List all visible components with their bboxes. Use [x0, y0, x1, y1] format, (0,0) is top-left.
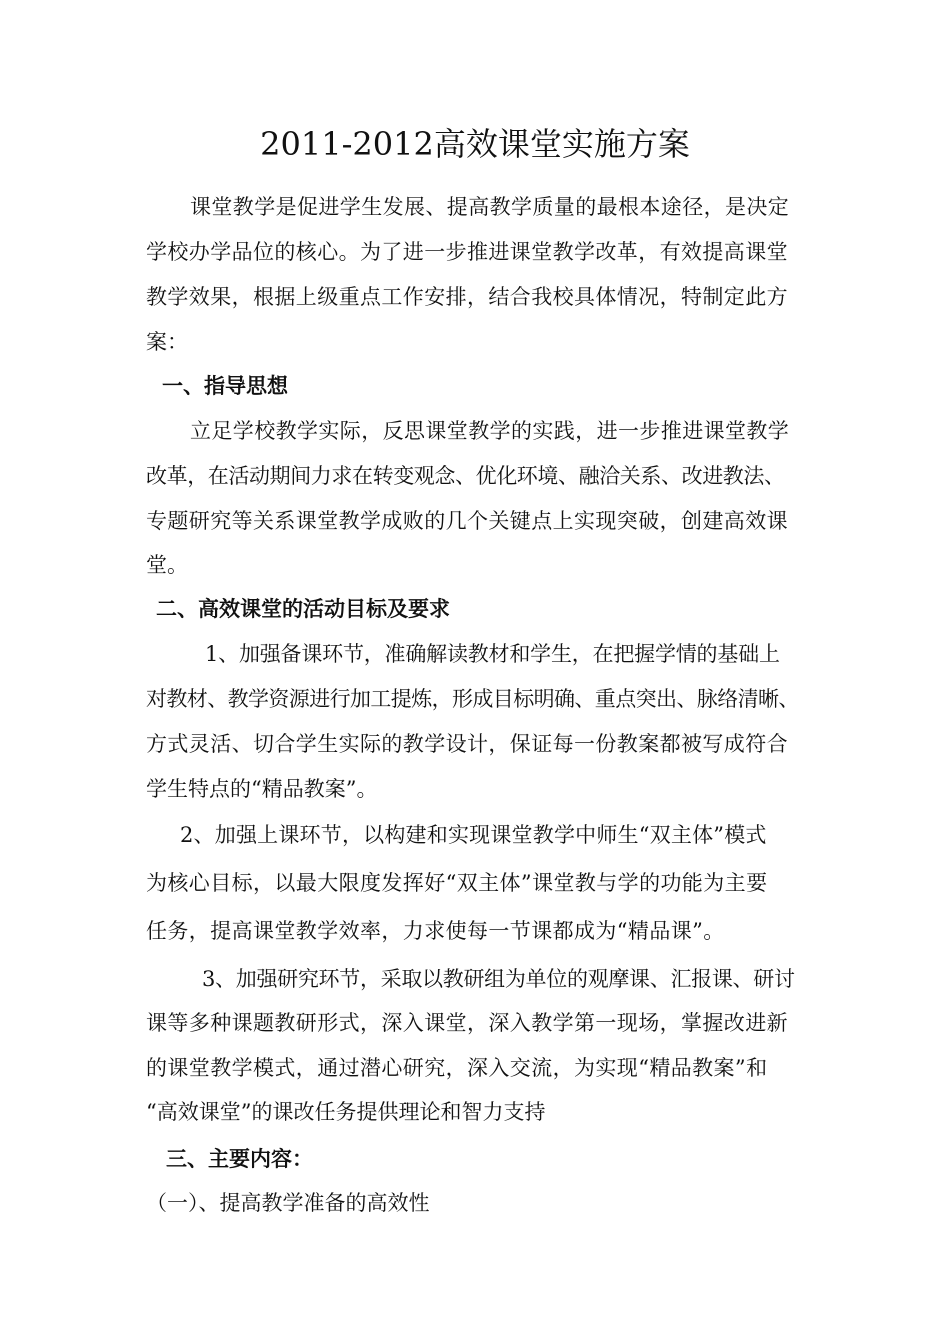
paragraph-line: 课等多种课题教研形式，深入课堂，深入教学第一现场，掌握改进新	[146, 1011, 788, 1035]
paragraph-line: 专题研究等关系课堂教学成败的几个关键点上实现突破，创建高效课	[146, 509, 788, 533]
paragraph-line: 1、加强备课环节，准确解读教材和学生，在把握学情的基础上	[205, 642, 780, 666]
paragraph-line: 学生特点的“精品教案”。	[146, 777, 378, 801]
paragraph-line: 立足学校教学实际，反思课堂教学的实践，进一步推进课堂教学	[190, 419, 790, 443]
paragraph-line: 为核心目标，以最大限度发挥好“双主体”课堂教与学的功能为主要	[146, 871, 768, 895]
paragraph-line: 改革，在活动期间力求在转变观念、优化环境、融洽关系、改进教法、	[146, 464, 785, 488]
paragraph-line: 课堂教学是促进学生发展、提高教学质量的最根本途径，是决定	[190, 195, 790, 219]
paragraph-line: 教学效果，根据上级重点工作安排，结合我校具体情况，特制定此方	[146, 285, 788, 309]
paragraph-line: 学校办学品位的核心。为了进一步推进课堂教学改革，有效提高课堂	[146, 240, 788, 264]
paragraph-line: 对教材、教学资源进行加工提炼，形成目标明确、重点突出、脉络清晰、	[146, 687, 799, 711]
paragraph-line: 3、加强研究环节，采取以教研组为单位的观摩课、汇报课、研讨	[202, 967, 795, 991]
paragraph-line: “高效课堂”的课改任务提供理论和智力支持	[146, 1100, 546, 1124]
subsection-heading: （一）、提高教学准备的高效性	[146, 1191, 430, 1215]
paragraph-line: 2、加强上课环节，以构建和实现课堂教学中师生“双主体”模式	[180, 823, 767, 847]
section-heading: 三、主要内容：	[166, 1146, 313, 1171]
paragraph-line: 任务，提高课堂教学效率，力求使每一节课都成为“精品课”。	[146, 919, 725, 943]
paragraph-line: 堂。	[146, 553, 188, 577]
section-heading: 二、高效课堂的活动目标及要求	[156, 596, 450, 621]
document-title: 2011-2012高效课堂实施方案	[260, 125, 690, 163]
section-heading: 一、指导思想	[162, 373, 288, 398]
paragraph-line: 方式灵活、切合学生实际的教学设计，保证每一份教案都被写成符合	[146, 732, 788, 756]
paragraph-line: 的课堂教学模式，通过潜心研究，深入交流，为实现“精品教案”和	[146, 1056, 768, 1080]
paragraph-line: 案：	[146, 330, 188, 354]
